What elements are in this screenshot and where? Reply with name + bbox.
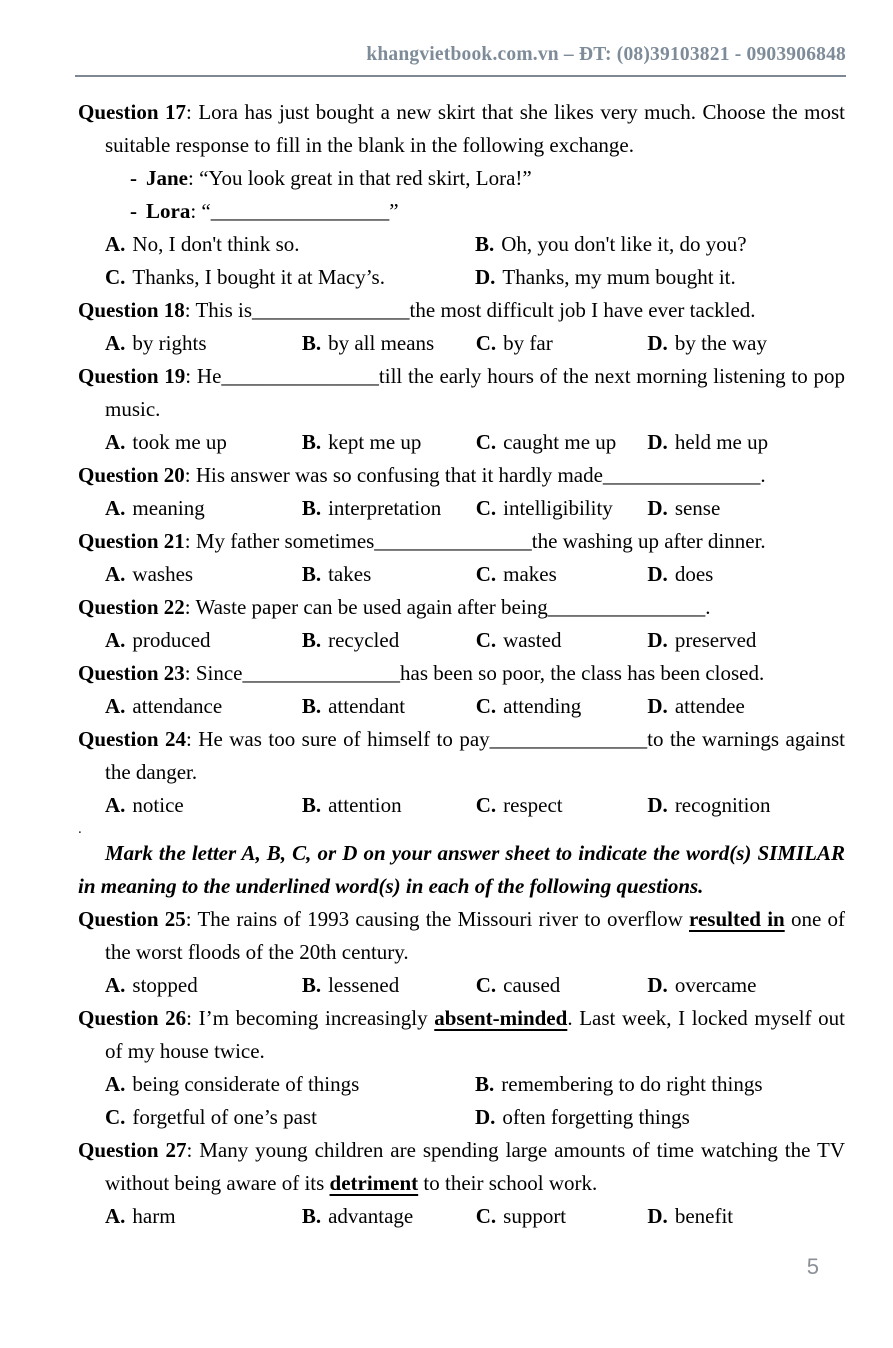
option-key: B.: [301, 793, 322, 817]
option-key: B.: [301, 628, 322, 652]
option-key: D.: [647, 331, 668, 355]
option-text: kept me up: [328, 430, 422, 454]
option-text: by far: [503, 331, 553, 355]
option-text: lessened: [328, 973, 400, 997]
option-b: [302, 789, 476, 822]
option-key: D.: [647, 694, 668, 718]
question-24-text: [78, 723, 845, 789]
option-key: B.: [475, 232, 495, 256]
option-text: attendant: [328, 694, 406, 718]
option-key: A.: [105, 331, 126, 355]
option-key: D.: [647, 1204, 668, 1228]
dialogue-dash: -: [130, 199, 137, 223]
option-b: [302, 558, 476, 591]
option-c: [105, 1101, 475, 1134]
page-number: 5: [806, 1254, 819, 1279]
underlined-term: resulted in: [689, 907, 785, 931]
header-text: khangvietbook.com.vn – ĐT: (08)39103821 - 0903906848: [366, 44, 846, 65]
option-text: held me up: [674, 430, 769, 454]
option-text: being considerate of things: [132, 1072, 360, 1096]
option-text: often forgetting things: [502, 1105, 690, 1129]
option-d: [647, 969, 845, 1002]
question-23-options-row: [78, 690, 845, 723]
option-key: B.: [301, 973, 322, 997]
question-26-options-row-1: [78, 1068, 845, 1101]
option-text: attending: [503, 694, 582, 718]
option-c: [476, 1200, 648, 1233]
question-19-options-row: [78, 426, 845, 459]
option-key: C.: [475, 496, 497, 520]
option-d: [647, 558, 845, 591]
question-20-body: : His answer was so confusing that it hardly made_______________.: [184, 463, 766, 487]
option-text: support: [503, 1204, 567, 1228]
option-key: A.: [105, 232, 126, 256]
option-key: A.: [105, 628, 126, 652]
option-b: [302, 492, 476, 525]
option-text: Thanks, my mum bought it.: [502, 265, 736, 289]
option-text: harm: [132, 1204, 176, 1228]
dialogue-dash: -: [130, 166, 137, 190]
question-21-body: : My father sometimes_______________the washing up after dinner.: [184, 529, 766, 553]
option-key: B.: [301, 331, 322, 355]
option-a: [105, 690, 302, 723]
option-c: [476, 558, 648, 591]
option-a: [105, 969, 302, 1002]
question-26-text: [78, 1002, 845, 1068]
question-21-options-row: [78, 558, 845, 591]
option-b: [302, 327, 476, 360]
question-17-body: : Lora has just bought a new skirt that she likes very much. Choose the most suitable response to fill in the blank in the following exchange.: [105, 100, 846, 157]
option-text: remembering to do right things: [501, 1072, 763, 1096]
option-text: forgetful of one’s past: [132, 1105, 317, 1129]
option-text: produced: [132, 628, 211, 652]
option-key: A.: [105, 973, 126, 997]
option-key: A.: [105, 793, 126, 817]
option-key: B.: [301, 694, 322, 718]
option-key: C.: [475, 694, 497, 718]
question-20-options-row: [78, 492, 845, 525]
option-c: [476, 690, 648, 723]
question-24-options-row: [78, 789, 845, 822]
question-27-text: [78, 1134, 845, 1200]
option-key: D.: [647, 793, 668, 817]
option-key: C.: [475, 793, 497, 817]
option-key: A.: [105, 1072, 126, 1096]
option-text: meaning: [132, 496, 205, 520]
option-b: [302, 1200, 476, 1233]
page-header: [75, 0, 846, 77]
dialogue-speaker: Lora: [146, 199, 191, 223]
option-text: Thanks, I bought it at Macy’s.: [132, 265, 385, 289]
option-text: attention: [328, 793, 402, 817]
option-text: sense: [674, 496, 721, 520]
option-key: B.: [301, 496, 322, 520]
option-d: [647, 690, 845, 723]
question-19-body: : He_______________till the early hours of the next morning listening to pop music.: [105, 364, 845, 421]
underlined-term: detriment: [329, 1171, 419, 1195]
question-17-text: [78, 96, 845, 162]
question-22-options-row: [78, 624, 845, 657]
option-a: [105, 228, 475, 261]
dialogue-speaker: Jane: [146, 166, 188, 190]
option-key: D.: [647, 562, 668, 586]
option-key: C.: [475, 1204, 497, 1228]
option-text: took me up: [132, 430, 227, 454]
option-key: A.: [105, 496, 126, 520]
question-17-dialogue-jane: [78, 162, 845, 195]
option-text: preserved: [674, 628, 757, 652]
option-text: caught me up: [503, 430, 617, 454]
question-17-options-row-1: [78, 228, 845, 261]
option-b: [475, 228, 845, 261]
option-text: caused: [503, 973, 561, 997]
option-key: D.: [647, 973, 668, 997]
option-c: [476, 327, 648, 360]
section-instruction: [78, 837, 845, 903]
question-24-label: Question 24: [78, 727, 186, 751]
question-21-text: [78, 525, 845, 558]
option-text: advantage: [328, 1204, 414, 1228]
option-key: D.: [475, 1105, 496, 1129]
option-text: by all means: [328, 331, 435, 355]
option-key: B.: [475, 1072, 495, 1096]
question-26-options-row-2: [78, 1101, 845, 1134]
option-text: by the way: [674, 331, 767, 355]
option-text: by rights: [132, 331, 207, 355]
option-text: attendee: [674, 694, 745, 718]
option-text: attendance: [132, 694, 223, 718]
option-key: A.: [105, 430, 126, 454]
question-27-label: Question 27: [78, 1138, 187, 1162]
question-20-text: [78, 459, 845, 492]
question-23-text: [78, 657, 845, 690]
page-content: [0, 77, 893, 1233]
question-25-label: Question 25: [78, 907, 186, 931]
question-27-body-pre: : Many young children are spending large amounts of time watching the TV without being aware of its: [105, 1138, 845, 1195]
question-21-label: Question 21: [78, 529, 185, 553]
option-text: recognition: [674, 793, 771, 817]
question-26-body-pre: : I’m becoming increasingly: [186, 1006, 435, 1030]
option-text: takes: [328, 562, 372, 586]
question-17-label: Question 17: [78, 100, 187, 124]
question-25-text: [78, 903, 845, 969]
option-text: benefit: [674, 1204, 734, 1228]
option-d: [647, 492, 845, 525]
question-18-options-row: [78, 327, 845, 360]
question-27-options-row: [78, 1200, 845, 1233]
question-27-body-post: to their school work.: [418, 1171, 598, 1195]
question-22-text: [78, 591, 845, 624]
option-d: [475, 261, 845, 294]
option-key: D.: [647, 496, 668, 520]
option-a: [105, 1068, 475, 1101]
option-b: [302, 690, 476, 723]
question-18-body: : This is_______________the most difficult job I have ever tackled.: [184, 298, 756, 322]
option-text: respect: [503, 793, 563, 817]
option-b: [302, 969, 476, 1002]
option-text: stopped: [132, 973, 198, 997]
option-c: [476, 426, 648, 459]
question-23-body: : Since_______________has been so poor, the class has been closed.: [184, 661, 765, 685]
option-key: D.: [647, 430, 668, 454]
option-a: [105, 1200, 302, 1233]
option-key: C.: [475, 628, 497, 652]
option-a: [105, 327, 302, 360]
option-key: B.: [301, 430, 322, 454]
option-text: No, I don't think so.: [132, 232, 300, 256]
option-a: [105, 426, 302, 459]
option-key: B.: [301, 562, 322, 586]
question-26-label: Question 26: [78, 1006, 187, 1030]
option-text: Oh, you don't like it, do you?: [501, 232, 747, 256]
question-18-text: [78, 294, 845, 327]
option-key: C.: [475, 562, 497, 586]
option-key: D.: [647, 628, 668, 652]
option-b: [475, 1068, 845, 1101]
option-key: D.: [475, 265, 496, 289]
option-key: C.: [105, 265, 126, 289]
question-24-body: : He was too sure of himself to pay_______________to the warnings against the danger.: [105, 727, 845, 784]
option-b: [302, 624, 476, 657]
option-c: [476, 624, 648, 657]
question-23-label: Question 23: [78, 661, 185, 685]
option-d: [647, 789, 845, 822]
question-17-options-row-2: [78, 261, 845, 294]
option-text: recycled: [328, 628, 400, 652]
question-19-text: [78, 360, 845, 426]
option-text: notice: [132, 793, 184, 817]
option-text: wasted: [503, 628, 562, 652]
option-c: [476, 789, 648, 822]
option-d: [647, 426, 845, 459]
option-text: washes: [132, 562, 194, 586]
question-19-label: Question 19: [78, 364, 186, 388]
question-20-label: Question 20: [78, 463, 185, 487]
option-key: C.: [475, 973, 497, 997]
option-text: intelligibility: [503, 496, 613, 520]
stray-period: .: [78, 821, 82, 837]
question-22-label: Question 22: [78, 595, 185, 619]
question-17-dialogue-lora: [78, 195, 845, 228]
option-a: [105, 624, 302, 657]
option-c: [105, 261, 475, 294]
option-d: [475, 1101, 845, 1134]
option-d: [647, 327, 845, 360]
option-key: B.: [301, 1204, 322, 1228]
option-text: overcame: [674, 973, 757, 997]
option-d: [647, 624, 845, 657]
option-key: A.: [105, 1204, 126, 1228]
question-26-body-post: . Last week, I locked myself out of my house twice.: [105, 1006, 846, 1063]
question-22-body: : Waste paper can be used again after being_______________.: [184, 595, 711, 619]
option-a: [105, 789, 302, 822]
dialogue-text: : “_________________”: [190, 199, 399, 223]
option-key: A.: [105, 694, 126, 718]
option-a: [105, 492, 302, 525]
option-a: [105, 558, 302, 591]
question-18-label: Question 18: [78, 298, 185, 322]
option-key: C.: [475, 331, 497, 355]
option-text: does: [674, 562, 714, 586]
dialogue-text: : “You look great in that red skirt, Lora!”: [188, 166, 532, 190]
underlined-term: absent-minded: [434, 1006, 568, 1030]
option-key: C.: [105, 1105, 126, 1129]
option-key: A.: [105, 562, 126, 586]
option-c: [476, 492, 648, 525]
option-text: interpretation: [328, 496, 442, 520]
question-25-options-row: [78, 969, 845, 1002]
option-text: makes: [503, 562, 557, 586]
option-key: C.: [475, 430, 497, 454]
question-25-body-post: one of the worst floods of the 20th century.: [105, 907, 845, 964]
question-25-body-pre: : The rains of 1993 causing the Missouri river to overflow: [185, 907, 690, 931]
option-c: [476, 969, 648, 1002]
option-b: [302, 426, 476, 459]
option-d: [647, 1200, 845, 1233]
section-instruction-text: Mark the letter A, B, C, or D on your answer sheet to indicate the word(s) SIMILAR in meaning to the underlined word(s) in each of the following questions.: [78, 841, 845, 898]
